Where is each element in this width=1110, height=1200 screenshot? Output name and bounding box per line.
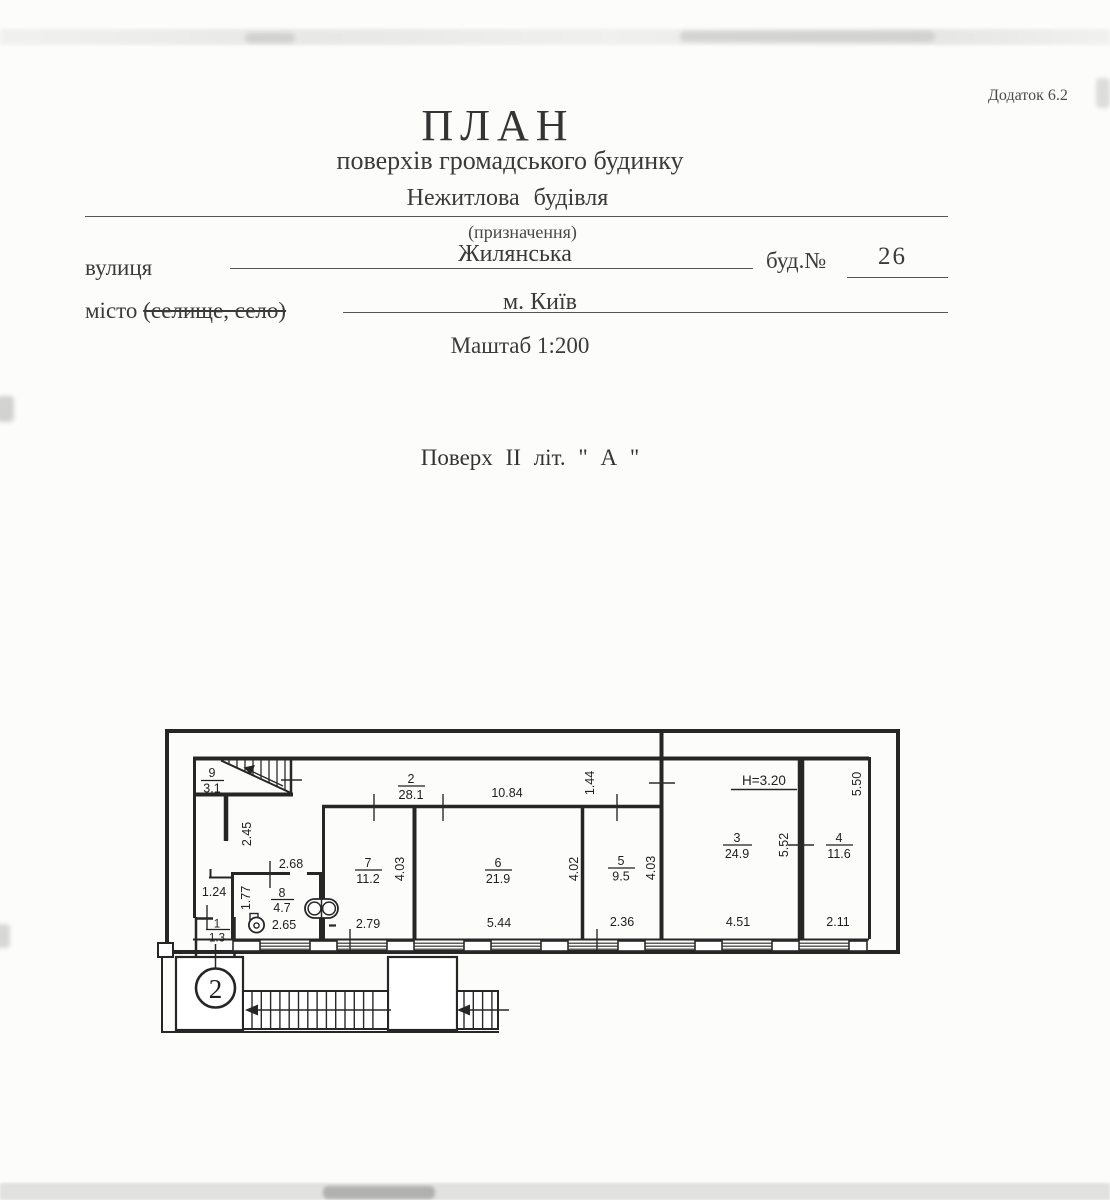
floor-title: Поверх II літ. " А " <box>420 445 640 470</box>
room-9-number: 9 <box>208 766 216 780</box>
facade-windows <box>233 941 867 951</box>
room-5-area: 9.5 <box>612 869 630 884</box>
house-number-label: буд.№ <box>766 248 827 273</box>
dim-room6-height: 4.02 <box>567 856 581 882</box>
room-3-area: 24.9 <box>724 847 750 861</box>
room-8-number: 8 <box>278 886 286 900</box>
scale-note: Маштаб 1:200 <box>450 333 590 358</box>
page-subtitle: поверхів громадського будинку <box>336 146 684 175</box>
facade-pier <box>541 941 568 951</box>
horizontal-dimensions <box>201 770 850 932</box>
facade-pier <box>849 941 867 951</box>
room-6-area: 21.9 <box>485 872 511 886</box>
toilet-drain-icon <box>254 923 259 928</box>
ceiling-height-note: H=3.20 <box>742 773 786 788</box>
dim-room3-height: 5.52 <box>777 832 791 858</box>
dim-corridor-length: 10.84 <box>491 786 523 800</box>
dim-left-width: 1.24 <box>201 885 227 899</box>
facade-pier <box>387 941 414 951</box>
dim-corridor-height: 1.44 <box>583 770 597 796</box>
stair-mid-landing <box>388 957 457 1030</box>
street-value: Жилянська <box>458 241 572 267</box>
house-number-value: 26 <box>878 243 907 270</box>
stair-direction-arrow-line <box>249 770 283 786</box>
room-5-number: 5 <box>617 854 625 868</box>
wall-corner-notch <box>158 943 173 957</box>
room-6-number: 6 <box>494 856 502 870</box>
room-4-number: 4 <box>835 831 843 845</box>
room-9-area: 3.1 <box>203 781 221 796</box>
room-1-number: 1 <box>213 918 221 931</box>
dim-room4-width: 2.11 <box>826 915 850 929</box>
stair-flight-hatching <box>229 760 285 790</box>
dim-room4-height: 5.50 <box>850 771 864 797</box>
dim-room7-width: 2.79 <box>355 917 381 931</box>
room-3-number: 3 <box>733 831 741 845</box>
room-4-area: 11.6 <box>827 847 851 861</box>
building-type-value: Нежитлова будівля <box>406 185 609 211</box>
vertical-dimensions <box>239 771 864 910</box>
facade-pier <box>695 941 722 951</box>
dim-stair-height: 2.45 <box>240 821 254 847</box>
dim-room5-width: 2.36 <box>609 915 635 929</box>
dim-room6-width: 5.44 <box>486 916 512 930</box>
room-labels <box>201 766 853 945</box>
dim-room7-height: 4.03 <box>393 856 407 882</box>
room-2-area: 28.1 <box>398 787 424 802</box>
room-2-number: 2 <box>407 772 415 786</box>
room-8-area: 4.7 <box>273 901 291 915</box>
purpose-caption: (призначення) <box>468 222 577 242</box>
room-1-area: 1.3 <box>209 932 225 945</box>
dim-hall-width: 2.68 <box>278 857 304 871</box>
facade-pier <box>310 941 337 951</box>
level-mark-number: 2 <box>208 974 223 1004</box>
dim-room5-height: 4.03 <box>644 855 658 881</box>
city-value: м. Київ <box>502 289 578 315</box>
facade-pier <box>464 941 491 951</box>
annex-reference: Додаток 6.2 <box>988 87 1068 104</box>
dim-room8-width: 2.65 <box>271 918 297 932</box>
facade-pier <box>772 941 799 951</box>
room-7-number: 7 <box>364 856 372 870</box>
stair-flight-diagonal <box>221 761 291 794</box>
page-title: ПЛАН <box>421 101 575 150</box>
street-label: вулиця <box>85 255 153 280</box>
city-label-word: місто <box>85 298 144 323</box>
room-7-area: 11.2 <box>356 872 380 886</box>
dim-room8-height: 1.77 <box>239 885 253 911</box>
dim-room3-width: 4.51 <box>725 915 751 929</box>
facade-pier <box>233 941 260 951</box>
facade-pier <box>618 941 645 951</box>
city-label-struck-options: (селище, село) <box>143 298 287 323</box>
